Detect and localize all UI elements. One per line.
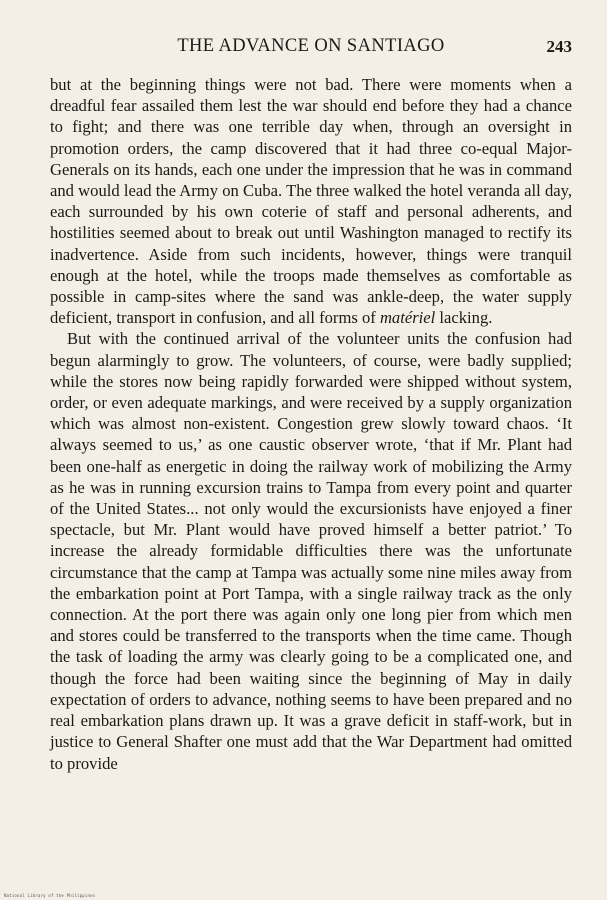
page-number: 243 (546, 37, 572, 56)
library-stamp: National Library of the Philippines (4, 893, 96, 898)
paragraph-1 (50, 74, 572, 328)
body-text (50, 74, 572, 774)
italic-word: matériel (379, 308, 436, 328)
paragraph-1-tail: lacking. (435, 308, 493, 328)
paragraph-2: But with the continued arrival of the volunteer units the confusion had begun alarmingly to grow. The volunteers, of course, were badly supplied; while the stores now being rapidly forwarded were shipped without system, order, or even adequate markings, and were received by a supply organization which was almost non-existent. Congestion grew slowly toward chaos. ‘It always seemed to us,’ as one caustic observer wrote, ‘that if Mr. Plant had been one-half as energetic in doing the railway work of mobilizing the Army as he was in running excursion trains to Tampa from every point and quarter of the United States... not only would the excursionists have enjoyed a finer spectacle, but Mr. Plant would have proved himself a better patriot.’ To increase the already formidable difficulties there was the unfortunate circumstance that the camp at Tampa was actually some nine miles away from the embarkation point at Port Tampa, with a single railway track as the only connection. At the port there was again only one long pier from which men and stores could be transferred to the transports when the time came. Though the task of loading the army was clearly going to be a complicated one, and though the force had been waiting since the beginning of May in daily expectation of orders to advance, nothing seems to have been prepared and no real embarkation plans drawn up. It was a grave deficit in staff-work, but in justice to General Shafter one must add that the War Department had omitted to provide (50, 329, 572, 773)
paragraph-1-text: but at the beginning things were not bad. There were moments when a dreadful fear assailed them lest the war should end before they had a chance to fight; and there was one terrible day when, through an oversight in promotion orders, the camp discovered that it had three co-equal Major-Generals on its hands, each one under the impression that he was in command and would lead the Army on Cuba. The three walked the hotel veranda all day, each surrounded by his own coterie of staff and personal adherents, and hostilities seemed about to break out until Washington managed to rectify its inadvertence. Aside from such incidents, however, things were tranquil enough at the hotel, while the troops made themselves as comfortable as possible in camp-sites where the sand was ankle-deep, the water supply deficient, transport in confusion, and all forms of (50, 75, 572, 328)
running-head (50, 36, 572, 60)
running-title: THE ADVANCE ON SANTIAGO (177, 36, 445, 56)
